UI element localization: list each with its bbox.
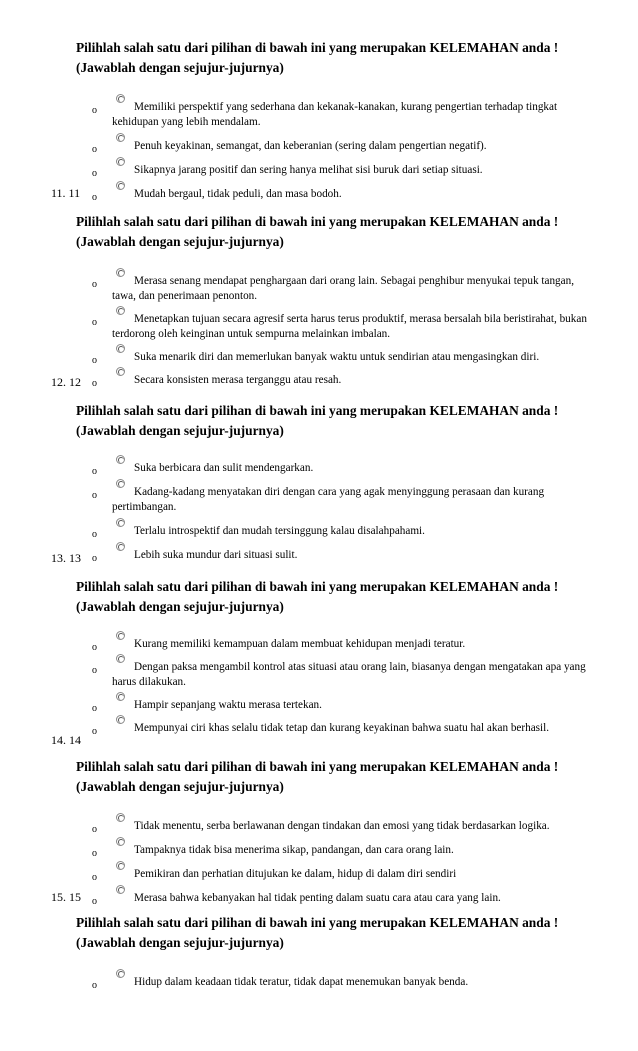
option-item bbox=[0, 721, 598, 736]
radio-button[interactable] bbox=[116, 479, 125, 488]
option-label: Memiliki perspektif yang sederhana dan kekanak-kanakan, kurang pengertian terhadap tingkat kehidupan yang lebih mendalam. bbox=[112, 101, 558, 128]
option-item bbox=[0, 373, 598, 388]
radio-button[interactable] bbox=[116, 837, 125, 846]
option-item bbox=[0, 485, 598, 515]
option-item bbox=[0, 139, 598, 154]
radio-button[interactable] bbox=[116, 715, 125, 724]
bullet-icon: o bbox=[92, 529, 97, 540]
radio-button[interactable] bbox=[116, 692, 125, 701]
radio-button[interactable] bbox=[116, 518, 125, 527]
radio-button[interactable] bbox=[116, 455, 125, 464]
option-item bbox=[0, 461, 598, 476]
option-item bbox=[0, 819, 598, 834]
question-title bbox=[76, 577, 616, 617]
option-label: Dengan paksa mengambil kontrol atas situasi atau orang lain, biasanya dengan mengatakan apa yang harus dilakukan. bbox=[112, 661, 586, 688]
bullet-icon: o bbox=[92, 466, 97, 477]
question-block bbox=[0, 38, 638, 202]
question-title-line: Pilihlah salah satu dari pilihan di bawah ini yang merupakan KELEMAHAN anda ! bbox=[76, 915, 559, 930]
bullet-icon: o bbox=[92, 824, 97, 835]
option-item bbox=[0, 100, 598, 130]
question-block bbox=[0, 757, 638, 906]
question-title-line: Pilihlah salah satu dari pilihan di bawah ini yang merupakan KELEMAHAN anda ! bbox=[76, 40, 559, 55]
question-block bbox=[0, 577, 638, 736]
radio-button[interactable] bbox=[116, 885, 125, 894]
bullet-icon: o bbox=[92, 980, 97, 991]
bullet-icon: o bbox=[92, 192, 97, 203]
option-label: Kadang-kadang menyatakan diri dengan cara yang agak menyinggung perasaan dan kurang pertimbangan. bbox=[112, 486, 545, 513]
question-number: 11. 11 bbox=[51, 186, 81, 200]
option-item bbox=[0, 274, 598, 304]
bullet-icon: o bbox=[92, 896, 97, 907]
option-label: Hidup dalam keadaan tidak teratur, tidak dapat menemukan banyak benda. bbox=[134, 976, 469, 988]
option-list bbox=[0, 274, 638, 388]
option-label: Suka berbicara dan sulit mendengarkan. bbox=[134, 462, 314, 474]
option-label: Sikapnya jarang positif dan sering hanya melihat sisi buruk dari setiap situasi. bbox=[134, 164, 483, 176]
radio-button[interactable] bbox=[116, 969, 125, 978]
bullet-icon: o bbox=[92, 553, 97, 564]
question-block bbox=[0, 913, 638, 990]
option-item bbox=[0, 698, 598, 713]
option-label: Mudah bergaul, tidak peduli, dan masa bodoh. bbox=[134, 188, 342, 200]
question-instruction: (Jawablah dengan sejujur-jujurnya) bbox=[76, 234, 284, 249]
option-item bbox=[0, 187, 598, 202]
radio-button[interactable] bbox=[116, 861, 125, 870]
question-title bbox=[76, 757, 616, 797]
bullet-icon: o bbox=[92, 872, 97, 883]
option-label: Pemikiran dan perhatian ditujukan ke dalam, hidup di dalam diri sendiri bbox=[134, 868, 457, 880]
option-label: Tidak menentu, serba berlawanan dengan tindakan dan emosi yang tidak berdasarkan logika. bbox=[134, 820, 550, 832]
question-instruction: (Jawablah dengan sejujur-jujurnya) bbox=[76, 423, 284, 438]
bullet-icon: o bbox=[92, 317, 97, 328]
option-item bbox=[0, 891, 598, 906]
option-item bbox=[0, 975, 598, 990]
question-title bbox=[76, 913, 616, 953]
radio-button[interactable] bbox=[116, 344, 125, 353]
radio-button[interactable] bbox=[116, 367, 125, 376]
option-item bbox=[0, 843, 598, 858]
bullet-icon: o bbox=[92, 642, 97, 653]
option-label: Menetapkan tujuan secara agresif serta harus terus produktif, merasa bersalah bila beristirahat, bukan terdorong oleh keinginan untuk sempurna melainkan imbalan. bbox=[112, 313, 587, 340]
option-item bbox=[0, 867, 598, 882]
bullet-icon: o bbox=[92, 144, 97, 155]
option-label: Terlalu introspektif dan mudah tersinggung kalau disalahpahami. bbox=[134, 525, 425, 537]
bullet-icon: o bbox=[92, 490, 97, 501]
question-number: 13. 13 bbox=[51, 551, 81, 565]
question-instruction: (Jawablah dengan sejujur-jujurnya) bbox=[76, 60, 284, 75]
option-label: Kurang memiliki kemampuan dalam membuat kehidupan menjadi teratur. bbox=[134, 638, 466, 650]
option-list bbox=[0, 461, 638, 563]
option-item bbox=[0, 524, 598, 539]
question-block bbox=[0, 212, 638, 388]
question-title bbox=[76, 38, 616, 78]
option-list bbox=[0, 819, 638, 906]
question-number: 15. 15 bbox=[51, 890, 81, 904]
radio-button[interactable] bbox=[116, 654, 125, 663]
question-instruction: (Jawablah dengan sejujur-jujurnya) bbox=[76, 935, 284, 950]
option-label: Penuh keyakinan, semangat, dan keberanian (sering dalam pengertian negatif). bbox=[134, 140, 487, 152]
question-title bbox=[76, 212, 616, 252]
radio-button[interactable] bbox=[116, 157, 125, 166]
option-item bbox=[0, 548, 598, 563]
option-item bbox=[0, 163, 598, 178]
option-list bbox=[0, 637, 638, 736]
option-label: Secara konsisten merasa terganggu atau resah. bbox=[134, 374, 342, 386]
question-title-line: Pilihlah salah satu dari pilihan di bawah ini yang merupakan KELEMAHAN anda ! bbox=[76, 579, 559, 594]
radio-button[interactable] bbox=[116, 542, 125, 551]
option-list bbox=[0, 975, 638, 990]
question-block bbox=[0, 401, 638, 563]
bullet-icon: o bbox=[92, 726, 97, 737]
option-item bbox=[0, 660, 598, 690]
bullet-icon: o bbox=[92, 665, 97, 676]
option-label: Merasa bahwa kebanyakan hal tidak penting dalam suatu cara atau cara yang lain. bbox=[134, 892, 501, 904]
question-title bbox=[76, 401, 616, 441]
bullet-icon: o bbox=[92, 703, 97, 714]
question-instruction: (Jawablah dengan sejujur-jujurnya) bbox=[76, 779, 284, 794]
question-title-line: Pilihlah salah satu dari pilihan di bawah ini yang merupakan KELEMAHAN anda ! bbox=[76, 403, 559, 418]
option-item bbox=[0, 637, 598, 652]
question-number: 14. 14 bbox=[51, 733, 81, 747]
radio-button[interactable] bbox=[116, 268, 125, 277]
question-instruction: (Jawablah dengan sejujur-jujurnya) bbox=[76, 599, 284, 614]
bullet-icon: o bbox=[92, 848, 97, 859]
option-label: Hampir sepanjang waktu merasa tertekan. bbox=[134, 699, 322, 711]
question-title-line: Pilihlah salah satu dari pilihan di bawah ini yang merupakan KELEMAHAN anda ! bbox=[76, 214, 559, 229]
question-number: 12. 12 bbox=[51, 375, 81, 389]
radio-button[interactable] bbox=[116, 306, 125, 315]
question-title-line: Pilihlah salah satu dari pilihan di bawah ini yang merupakan KELEMAHAN anda ! bbox=[76, 759, 559, 774]
bullet-icon: o bbox=[92, 279, 97, 290]
option-label: Suka menarik diri dan memerlukan banyak waktu untuk sendirian atau mengasingkan diri. bbox=[134, 351, 540, 363]
option-label: Mempunyai ciri khas selalu tidak tetap dan kurang keyakinan bahwa suatu hal akan berhasil. bbox=[134, 722, 550, 734]
bullet-icon: o bbox=[92, 105, 97, 116]
option-label: Merasa senang mendapat penghargaan dari orang lain. Sebagai penghibur menyukai tepuk tangan, tawa, dan penerimaan penonton. bbox=[112, 275, 574, 302]
option-item bbox=[0, 350, 598, 365]
bullet-icon: o bbox=[92, 168, 97, 179]
radio-button[interactable] bbox=[116, 813, 125, 822]
bullet-icon: o bbox=[92, 355, 97, 366]
option-list bbox=[0, 100, 638, 202]
option-label: Tampaknya tidak bisa menerima sikap, pandangan, dan cara orang lain. bbox=[134, 844, 454, 856]
bullet-icon: o bbox=[92, 378, 97, 389]
radio-button[interactable] bbox=[116, 631, 125, 640]
radio-button[interactable] bbox=[116, 94, 125, 103]
option-label: Lebih suka mundur dari situasi sulit. bbox=[134, 549, 298, 561]
radio-button[interactable] bbox=[116, 133, 125, 142]
radio-button[interactable] bbox=[116, 181, 125, 190]
option-item bbox=[0, 312, 598, 342]
